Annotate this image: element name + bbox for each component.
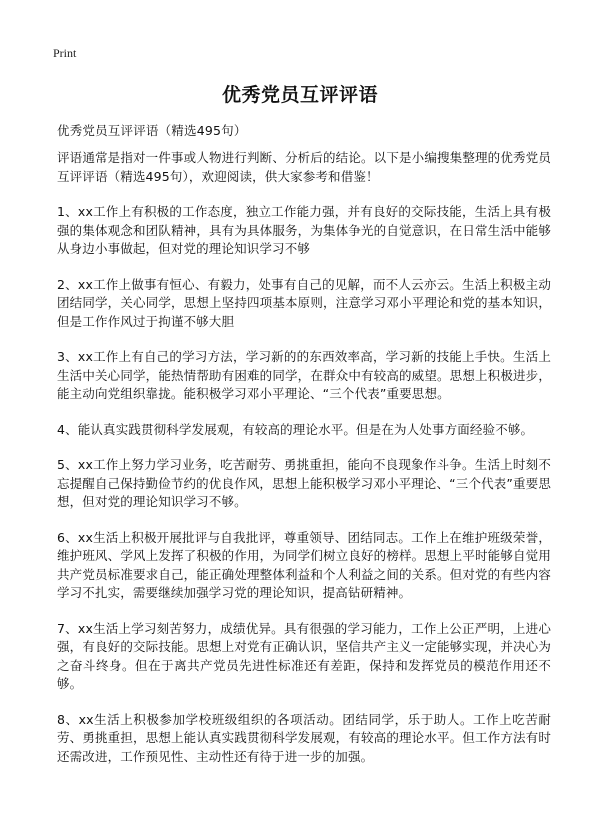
- comment-paragraph-1: 1、xx工作上有积极的工作态度，独立工作能力强，并有良好的交际技能，生活上具有极强的集体观念和团队精神，具有为具体服务，为集体争光的自觉意识，在日常生活中能够从身边小事做起，但对党的理论知识学习不够: [57, 204, 551, 256]
- intro-paragraph: 评语通常是指对一件事或人物进行判断、分析后的结论。以下是小编搜集整理的优秀党员互评评语（精选495句），欢迎阅读，供大家参考和借鉴！: [57, 150, 551, 184]
- comment-paragraph-7: 7、xx生活上学习刻苦努力，成绩优异。具有很强的学习能力，工作上公正严明，上进心强，有良好的交际技能。思想上对党有正确认识，坚信共产主义一定能够实现，并决心为之奋斗终身。但在于离共产党员先进性标准还有差距，保持和发挥党员的模范作用还不够。: [57, 620, 551, 691]
- comment-paragraph-8: 8、xx生活上积极参加学校班级组织的各项活动。团结同学，乐于助人。工作上吃苦耐劳、勇挑重担，思想上能认真实践贯彻科学发展观，有较高的理论水平。但工作方法有时还需改进，工作预见性、主动性还有待于进一步的加强。: [57, 711, 551, 764]
- comment-paragraph-5: 5、xx工作上努力学习业务，吃苦耐劳、勇挑重担，能向不良现象作斗争。生活上时刻不忘提醒自己保持勤俭节约的优良作风，思想上能积极学习邓小平理论、“三个代表”重要思想，但对党的理论知识学习不够。: [57, 457, 551, 509]
- document-subtitle: 优秀党员互评评语（精选495句）: [57, 123, 247, 138]
- print-link[interactable]: Print: [53, 46, 77, 60]
- comment-paragraph-3: 3、xx工作上有自己的学习方法，学习新的的东西效率高，学习新的技能上手快。生活上生活中关心同学，能热情帮助有困难的同学，在群众中有较高的威望。思想上积极进步，能主动向党组织靠拢。能积极学习邓小平理论、“三个代表”重要思想。: [57, 349, 551, 401]
- comment-paragraph-6: 6、xx生活上积极开展批评与自我批评，尊重领导、团结同志。工作上在维护班级荣誉，维护班风、学风上发挥了积极的作用，为同学们树立良好的榜样。思想上平时能够自觉用共产党员标准要求自己，能正确处理整体利益和个人利益之间的关系。但对党的有些内容学习不扎实，需要继续加强学习党的理论知识，提高钻研精神。: [57, 529, 551, 600]
- comment-paragraph-2: 2、xx工作上做事有恒心、有毅力，处事有自己的见解，而不人云亦云。生活上积极主动团结同学，关心同学，思想上坚持四项基本原则，注意学习邓小平理论和党的基本知识，但是工作作风过于拘谨不够大胆: [57, 276, 551, 329]
- document-body: [57, 149, 551, 783]
- comment-paragraph-4: 4、能认真实践贯彻科学发展观，有较高的理论水平。但是在为人处事方面经验不够。: [57, 421, 534, 437]
- page-title: 优秀党员互评评语: [221, 84, 378, 106]
